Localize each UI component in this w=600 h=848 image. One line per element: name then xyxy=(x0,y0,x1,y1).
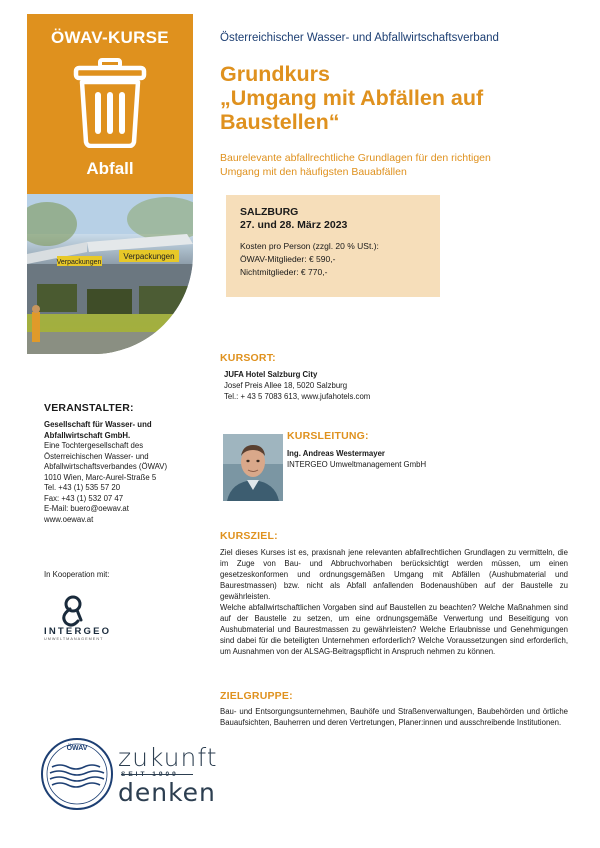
venue-name: JUFA Hotel Salzburg City xyxy=(224,370,318,379)
course-title-line-1: Grundkurs xyxy=(220,62,330,86)
organizer-fax: Fax: +43 (1) 532 07 47 xyxy=(44,493,124,503)
instructor-name: Ing. Andreas Westermayer xyxy=(287,449,385,458)
slogan-zukunft: zukunft xyxy=(118,743,218,772)
recycling-center-photo xyxy=(27,194,193,354)
kursort-heading: KURSORT: xyxy=(220,352,276,364)
association-name: Österreichischer Wasser- und Abfallwirtschaftsverband xyxy=(220,32,499,44)
organizer-desc-1: Eine Tochtergesellschaft des xyxy=(44,441,144,450)
sign-left-text: Verpackungen xyxy=(56,259,102,266)
course-title-line-3: Baustellen“ xyxy=(220,110,340,134)
zielgruppe-heading: ZIELGRUPPE: xyxy=(220,690,293,702)
event-city: SALZBURG xyxy=(240,206,299,218)
organizer-name-2: Abfallwirtschaft GmbH. xyxy=(44,430,131,440)
course-subtitle-line-1: Baurelevante abfallrechtliche Grundlagen für den richtigen xyxy=(220,152,491,164)
kursziel-paragraph-1: Ziel dieses Kurses ist es, praxisnah jene relevanten abfallrechtlichen Grundlagen zu vermitteln, die im Zuge von Bau- und Abbruchvorhaben berücksichtigt werden müssen, um einen gesetzeskonformen und ordnungsgemäßen Umgang mit Abfällen (Aushubmaterial und Baurestmassen) bzw. nicht als Abfall anfallenden Bodenaushüben auf der Baustelle zu gewährleisten. xyxy=(220,548,568,601)
organizer-address: 1010 Wien, Marc-Aurel-Straße 5 xyxy=(44,472,157,482)
cost-members: ÖWAV-Mitglieder: € 590,- xyxy=(240,254,336,264)
kursziel-paragraph-2: Welche abfallwirtschaftlichen Vorgaben sind auf Baustellen zu beachten? Welche Maßnahmen sind auf der Baustelle zu setzen, um eine ordnungsgemäße Verwertung und Beseitigung von Aushubmaterial und Baurestmassen zu gewährleisten? Welche Erlaubnisse und Genehmigungen sind dabei für die beteiligten Unternehmen erforderlich? Welche Voraussetzungen sind erforderlich, um Ausnahmen von der ALSAG-Beitragspflicht in Anspruch nehmen zu können. xyxy=(220,603,568,656)
instructor-company: INTERGEO Umweltmanagement GmbH xyxy=(287,460,427,469)
organizer-desc-2: Österreichischen Wasser- und xyxy=(44,451,149,461)
kursziel-text xyxy=(220,547,568,657)
course-subtitle xyxy=(220,152,550,179)
trash-bin-icon xyxy=(72,58,148,148)
organizer-website[interactable]: www.oewav.at xyxy=(44,514,94,524)
organizer-block xyxy=(44,402,204,525)
seal-text-top: ÖWAV xyxy=(66,745,88,752)
kursort-details xyxy=(224,369,370,402)
organizer-heading: VERANSTALTER: xyxy=(44,402,134,414)
zielgruppe-text: Bau- und Entsorgungsunternehmen, Bauhöfe und Straßenverwaltungen, Baubehörden und örtliche Bauaufsichten, Bauherren und deren Vertretungen, Planer:innen und ausschreibende Institutionen. xyxy=(220,707,568,727)
kursziel-heading: KURSZIEL: xyxy=(220,530,278,542)
venue-address: Josef Preis Allee 18, 5020 Salzburg xyxy=(224,381,348,390)
slogan-denken: denken xyxy=(118,778,216,807)
course-subtitle-line-2: Umgang mit den häufigsten Bauabfällen xyxy=(220,165,407,178)
organizer-tel: Tel. +43 (1) 535 57 20 xyxy=(44,483,121,492)
kursleitung-details xyxy=(287,448,426,470)
venue-contact[interactable]: Tel.: + 43 5 7083 613, www.jufahotels.com xyxy=(224,392,371,401)
organizer-desc-3: Abfallwirtschaftsverbandes (ÖWAV) xyxy=(44,462,168,471)
cost-nonmembers: Nichtmitglieder: € 770,- xyxy=(240,267,328,277)
organizer-email[interactable]: E-Mail: buero@oewav.at xyxy=(44,504,129,513)
oewav-seal-icon xyxy=(40,737,114,811)
category-banner xyxy=(27,14,193,194)
course-title-line-2: „Umgang mit Abfällen auf xyxy=(220,86,484,110)
cost-label: Kosten pro Person (zzgl. 20 % USt.): xyxy=(240,241,379,251)
kursleitung-heading: KURSLEITUNG: xyxy=(287,430,369,442)
cooperation-label: In Kooperation mit: xyxy=(44,570,110,579)
brand-title: ÖWAV-KURSE xyxy=(51,28,169,47)
slogan-seit: SEIT 1909 xyxy=(121,771,179,778)
intergeo-subtitle: UMWELTMANAGEMENT xyxy=(44,637,104,641)
event-info-box xyxy=(226,195,440,297)
sign-right-text: Verpackungen xyxy=(123,252,175,261)
category-label: Abfall xyxy=(86,159,134,178)
organizer-name-1: Gesellschaft für Wasser- und xyxy=(44,420,152,429)
intergeo-name: INTERGEO xyxy=(44,626,112,637)
course-title xyxy=(220,62,580,134)
event-date: 27. und 28. März 2023 xyxy=(240,219,348,231)
instructor-portrait xyxy=(223,434,283,501)
